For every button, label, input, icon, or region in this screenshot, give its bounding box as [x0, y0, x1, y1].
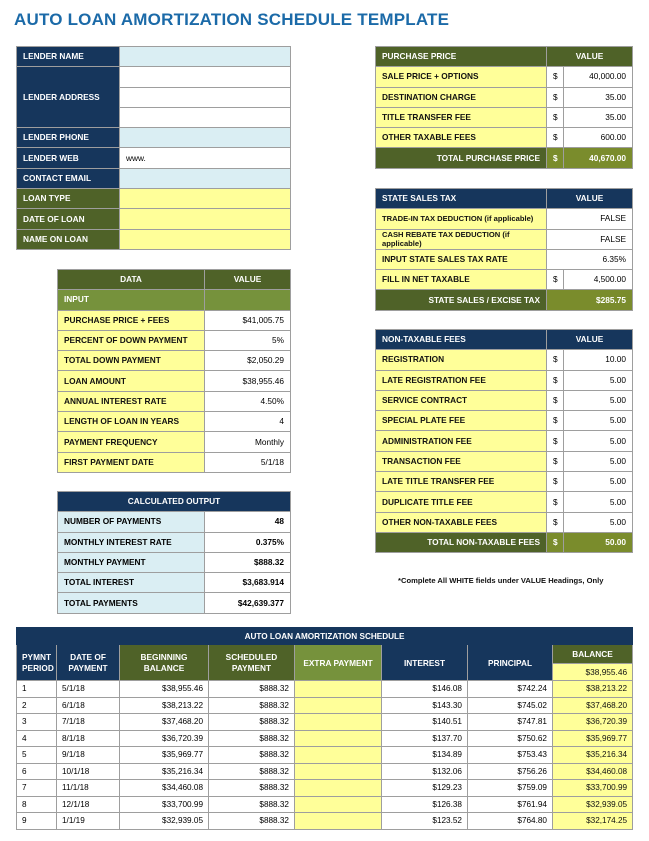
data-row-value[interactable]: $41,005.75 — [205, 310, 291, 330]
schedule-extra-payment-input[interactable] — [295, 697, 382, 714]
calc-row-value: 0.375% — [205, 532, 291, 552]
currency-sign: $ — [547, 370, 564, 390]
data-row-label: FIRST PAYMENT DATE — [58, 452, 205, 472]
data-row-label: PURCHASE PRICE + FEES — [58, 310, 205, 330]
contact-email-input[interactable] — [120, 168, 291, 188]
schedule-period-cell: 8 — [17, 796, 57, 813]
schedule-principal-cell: $761.94 — [468, 796, 553, 813]
total-purchase-price-value: 40,670.00 — [564, 148, 633, 168]
table-row — [17, 747, 633, 764]
lender-phone-input[interactable] — [120, 128, 291, 148]
sales-tax-rate-label: INPUT STATE SALES TAX RATE — [376, 249, 547, 269]
page-title: AUTO LOAN AMORTIZATION SCHEDULE TEMPLATE — [14, 10, 450, 29]
name-on-loan-label: NAME ON LOAN — [17, 229, 120, 249]
contact-email-label: CONTACT EMAIL — [17, 168, 120, 188]
data-header: DATA — [58, 270, 205, 290]
schedule-date-cell: 8/1/18 — [57, 730, 120, 747]
purchase-row-label: OTHER TAXABLE FEES — [376, 128, 547, 148]
fee-row-label: REGISTRATION — [376, 350, 547, 370]
schedule-beginning-balance-cell: $38,955.46 — [120, 681, 209, 698]
sales-tax-rate-value[interactable]: 6.35% — [547, 249, 633, 269]
currency-sign: $ — [547, 431, 564, 451]
data-row-value[interactable]: 5/1/18 — [205, 452, 291, 472]
total-purchase-price-label: TOTAL PURCHASE PRICE — [376, 148, 547, 168]
schedule-period-cell: 3 — [17, 714, 57, 731]
schedule-principal-cell: $745.02 — [468, 697, 553, 714]
schedule-extra-payment-input[interactable] — [295, 747, 382, 764]
schedule-scheduled-payment-cell: $888.32 — [209, 681, 295, 698]
calculated-output-table — [57, 491, 291, 614]
schedule-date-cell: 9/1/18 — [57, 747, 120, 764]
schedule-balance-cell: $35,969.77 — [553, 730, 633, 747]
schedule-interest-cell: $143.30 — [382, 697, 468, 714]
calc-row-value: $42,639.377 — [205, 593, 291, 613]
data-table — [57, 269, 291, 473]
schedule-period-cell: 7 — [17, 780, 57, 797]
lender-name-label: LENDER NAME — [17, 47, 120, 67]
schedule-balance-cell: $36,720.39 — [553, 714, 633, 731]
amortization-schedule-table — [16, 627, 633, 830]
schedule-scheduled-payment-cell: $888.32 — [209, 780, 295, 797]
schedule-period-cell: 4 — [17, 730, 57, 747]
calc-row-label: TOTAL INTEREST — [58, 573, 205, 593]
schedule-date-cell: 1/1/19 — [57, 813, 120, 830]
purchase-value-header: VALUE — [547, 47, 633, 67]
fee-row-value[interactable]: 5.00 — [564, 411, 633, 431]
schedule-extra-payment-input[interactable] — [295, 780, 382, 797]
lender-web-input[interactable]: www. — [120, 148, 291, 168]
calc-row-label: MONTHLY INTEREST RATE — [58, 532, 205, 552]
data-row-label: PERCENT OF DOWN PAYMENT — [58, 330, 205, 350]
fee-row-value[interactable]: 5.00 — [564, 370, 633, 390]
purchase-row-value[interactable]: 600.00 — [564, 128, 633, 148]
lender-table — [16, 46, 291, 250]
loan-type-label: LOAN TYPE — [17, 189, 120, 209]
schedule-beginning-balance-cell: $38,213.22 — [120, 697, 209, 714]
currency-sign: $ — [547, 532, 564, 552]
currency-sign: $ — [547, 512, 564, 532]
fee-row-value[interactable]: 5.00 — [564, 512, 633, 532]
schedule-balance-cell: $34,460.08 — [553, 763, 633, 780]
cash-rebate-deduction-label: CASH REBATE TAX DEDUCTION (if applicable) — [376, 229, 547, 249]
col-header-extra-payment: EXTRA PAYMENT — [295, 645, 382, 681]
loan-type-input[interactable] — [120, 189, 291, 209]
data-row-value[interactable]: 4 — [205, 412, 291, 432]
lender-address-label: LENDER ADDRESS — [17, 67, 120, 128]
schedule-extra-payment-input[interactable] — [295, 763, 382, 780]
date-of-loan-input[interactable] — [120, 209, 291, 229]
schedule-interest-cell: $126.38 — [382, 796, 468, 813]
currency-sign: $ — [547, 451, 564, 471]
col-header-date: DATE OF PAYMENT — [57, 645, 120, 681]
total-non-taxable-value: 50.00 — [564, 532, 633, 552]
purchase-price-header: PURCHASE PRICE — [376, 47, 547, 67]
purchase-row-value[interactable]: 35.00 — [564, 87, 633, 107]
currency-sign: $ — [547, 350, 564, 370]
calculated-output-header: CALCULATED OUTPUT — [58, 492, 291, 512]
purchase-row-label: SALE PRICE + OPTIONS — [376, 67, 547, 87]
schedule-balance-cell: $35,216.34 — [553, 747, 633, 764]
schedule-period-cell: 9 — [17, 813, 57, 830]
schedule-scheduled-payment-cell: $888.32 — [209, 697, 295, 714]
lender-address-input-3[interactable] — [120, 107, 291, 127]
data-row-value[interactable]: $38,955.46 — [205, 371, 291, 391]
schedule-balance-cell: $38,213.22 — [553, 681, 633, 698]
schedule-scheduled-payment-cell: $888.32 — [209, 730, 295, 747]
name-on-loan-input[interactable] — [120, 229, 291, 249]
trade-in-deduction-value[interactable]: FALSE — [547, 209, 633, 229]
data-row-value[interactable]: 4.50% — [205, 391, 291, 411]
schedule-extra-payment-input[interactable] — [295, 714, 382, 731]
schedule-balance-cell: $32,939.05 — [553, 796, 633, 813]
currency-sign: $ — [547, 87, 564, 107]
col-header-beginning-balance: BEGINNING BALANCE — [120, 645, 209, 681]
schedule-period-cell: 2 — [17, 697, 57, 714]
fee-row-label: LATE REGISTRATION FEE — [376, 370, 547, 390]
table-row — [17, 796, 633, 813]
schedule-beginning-balance-cell: $32,939.05 — [120, 813, 209, 830]
schedule-date-cell: 7/1/18 — [57, 714, 120, 731]
currency-sign: $ — [547, 67, 564, 87]
col-header-balance: BALANCE — [553, 645, 633, 664]
col-header-principal: PRINCIPAL — [468, 645, 553, 681]
fee-row-value[interactable]: 5.00 — [564, 492, 633, 512]
table-row — [17, 763, 633, 780]
currency-sign: $ — [547, 390, 564, 410]
col-header-interest: INTEREST — [382, 645, 468, 681]
sales-excise-tax-value: $285.75 — [547, 290, 633, 310]
schedule-extra-payment-input[interactable] — [295, 796, 382, 813]
schedule-period-cell: 5 — [17, 747, 57, 764]
col-header-period: PYMNT PERIOD — [17, 645, 57, 681]
fee-row-value[interactable]: 5.00 — [564, 451, 633, 471]
schedule-beginning-balance-cell: $37,468.20 — [120, 714, 209, 731]
fee-row-label: TRANSACTION FEE — [376, 451, 547, 471]
calc-row-label: NUMBER OF PAYMENTS — [58, 512, 205, 532]
lender-name-input[interactable] — [120, 47, 291, 67]
schedule-interest-cell: $132.06 — [382, 763, 468, 780]
non-taxable-value-header: VALUE — [547, 330, 633, 350]
data-row-value[interactable]: 5% — [205, 330, 291, 350]
currency-sign: $ — [547, 107, 564, 127]
schedule-principal-cell: $742.24 — [468, 681, 553, 698]
cash-rebate-deduction-value[interactable]: FALSE — [547, 229, 633, 249]
non-taxable-fees-table — [375, 329, 633, 553]
schedule-period-cell: 1 — [17, 681, 57, 698]
data-row-label: LENGTH OF LOAN IN YEARS — [58, 412, 205, 432]
calc-row-label: TOTAL PAYMENTS — [58, 593, 205, 613]
date-of-loan-label: DATE OF LOAN — [17, 209, 120, 229]
fee-row-label: DUPLICATE TITLE FEE — [376, 492, 547, 512]
sales-excise-tax-label: STATE SALES / EXCISE TAX — [376, 290, 547, 310]
purchase-price-table — [375, 46, 633, 169]
col-header-scheduled-payment: SCHEDULED PAYMENT — [209, 645, 295, 681]
calc-row-label: MONTHLY PAYMENT — [58, 552, 205, 572]
state-sales-tax-header: STATE SALES TAX — [376, 189, 547, 209]
lender-address-input-2[interactable] — [120, 87, 291, 107]
schedule-date-cell: 5/1/18 — [57, 681, 120, 698]
purchase-row-label: DESTINATION CHARGE — [376, 87, 547, 107]
schedule-principal-cell: $756.26 — [468, 763, 553, 780]
tax-value-header: VALUE — [547, 189, 633, 209]
schedule-extra-payment-input[interactable] — [295, 730, 382, 747]
calc-row-value: $3,683.914 — [205, 573, 291, 593]
input-section-label: INPUT — [58, 290, 205, 310]
schedule-principal-cell: $759.09 — [468, 780, 553, 797]
schedule-balance-cell: $33,700.99 — [553, 780, 633, 797]
schedule-principal-cell: $747.81 — [468, 714, 553, 731]
data-row-label: TOTAL DOWN PAYMENT — [58, 351, 205, 371]
schedule-beginning-balance-cell: $33,700.99 — [120, 796, 209, 813]
net-taxable-label: FILL IN NET TAXABLE — [376, 270, 547, 290]
fee-row-value[interactable]: 5.00 — [564, 431, 633, 451]
table-row — [17, 780, 633, 797]
lender-phone-label: LENDER PHONE — [17, 128, 120, 148]
lender-web-label: LENDER WEB — [17, 148, 120, 168]
schedule-extra-payment-input[interactable] — [295, 681, 382, 698]
calc-row-value: 48 — [205, 512, 291, 532]
schedule-interest-cell: $140.51 — [382, 714, 468, 731]
table-row — [17, 730, 633, 747]
schedule-date-cell: 12/1/18 — [57, 796, 120, 813]
schedule-period-cell: 6 — [17, 763, 57, 780]
schedule-scheduled-payment-cell: $888.32 — [209, 747, 295, 764]
table-row — [17, 813, 633, 830]
table-row — [17, 714, 633, 731]
schedule-beginning-balance-cell: $35,969.77 — [120, 747, 209, 764]
schedule-interest-cell: $129.23 — [382, 780, 468, 797]
schedule-date-cell: 6/1/18 — [57, 697, 120, 714]
schedule-beginning-balance-cell: $34,460.08 — [120, 780, 209, 797]
currency-sign: $ — [547, 472, 564, 492]
schedule-principal-cell: $753.43 — [468, 747, 553, 764]
data-value-header: VALUE — [205, 270, 291, 290]
fee-row-label: SERVICE CONTRACT — [376, 390, 547, 410]
schedule-balance-cell: $37,468.20 — [553, 697, 633, 714]
schedule-scheduled-payment-cell: $888.32 — [209, 763, 295, 780]
lender-address-input-1[interactable] — [120, 67, 291, 87]
non-taxable-fees-header: NON-TAXABLE FEES — [376, 330, 547, 350]
schedule-scheduled-payment-cell: $888.32 — [209, 714, 295, 731]
table-row — [17, 681, 633, 698]
purchase-row-label: TITLE TRANSFER FEE — [376, 107, 547, 127]
schedule-principal-cell: $750.62 — [468, 730, 553, 747]
schedule-beginning-balance-cell: $35,216.34 — [120, 763, 209, 780]
total-non-taxable-label: TOTAL NON-TAXABLE FEES — [376, 532, 547, 552]
schedule-interest-cell: $134.89 — [382, 747, 468, 764]
schedule-interest-cell: $123.52 — [382, 813, 468, 830]
table-row — [17, 697, 633, 714]
schedule-interest-cell: $146.08 — [382, 681, 468, 698]
schedule-principal-cell: $764.80 — [468, 813, 553, 830]
fee-row-label: OTHER NON-TAXABLE FEES — [376, 512, 547, 532]
calc-row-value: $888.32 — [205, 552, 291, 572]
currency-sign: $ — [547, 411, 564, 431]
currency-sign: $ — [547, 128, 564, 148]
data-row-label: ANNUAL INTEREST RATE — [58, 391, 205, 411]
trade-in-deduction-label: TRADE-IN TAX DEDUCTION (if applicable) — [376, 209, 547, 229]
schedule-date-cell: 10/1/18 — [57, 763, 120, 780]
schedule-balance-cell: $32,174.25 — [553, 813, 633, 830]
purchase-row-value[interactable]: 40,000.00 — [564, 67, 633, 87]
net-taxable-value[interactable]: 4,500.00 — [564, 270, 633, 290]
schedule-scheduled-payment-cell: $888.32 — [209, 796, 295, 813]
data-row-label: PAYMENT FREQUENCY — [58, 432, 205, 452]
fee-row-label: ADMINISTRATION FEE — [376, 431, 547, 451]
data-row-label: LOAN AMOUNT — [58, 371, 205, 391]
fee-row-value[interactable]: 10.00 — [564, 350, 633, 370]
schedule-interest-cell: $137.70 — [382, 730, 468, 747]
currency-sign: $ — [547, 148, 564, 168]
fee-row-label: SPECIAL PLATE FEE — [376, 411, 547, 431]
state-sales-tax-table — [375, 188, 633, 311]
instruction-note: *Complete All WHITE fields under VALUE Headings, Only — [398, 576, 604, 585]
fee-row-value[interactable]: 5.00 — [564, 472, 633, 492]
schedule-scheduled-payment-cell: $888.32 — [209, 813, 295, 830]
purchase-row-value[interactable]: 35.00 — [564, 107, 633, 127]
schedule-extra-payment-input[interactable] — [295, 813, 382, 830]
fee-row-value[interactable]: 5.00 — [564, 390, 633, 410]
currency-sign: $ — [547, 492, 564, 512]
fee-row-label: LATE TITLE TRANSFER FEE — [376, 472, 547, 492]
data-row-value[interactable]: Monthly — [205, 432, 291, 452]
data-row-value[interactable]: $2,050.29 — [205, 351, 291, 371]
starting-balance: $38,955.46 — [553, 664, 633, 681]
schedule-title: AUTO LOAN AMORTIZATION SCHEDULE — [17, 628, 633, 645]
schedule-date-cell: 11/1/18 — [57, 780, 120, 797]
currency-sign: $ — [547, 270, 564, 290]
schedule-beginning-balance-cell: $36,720.39 — [120, 730, 209, 747]
